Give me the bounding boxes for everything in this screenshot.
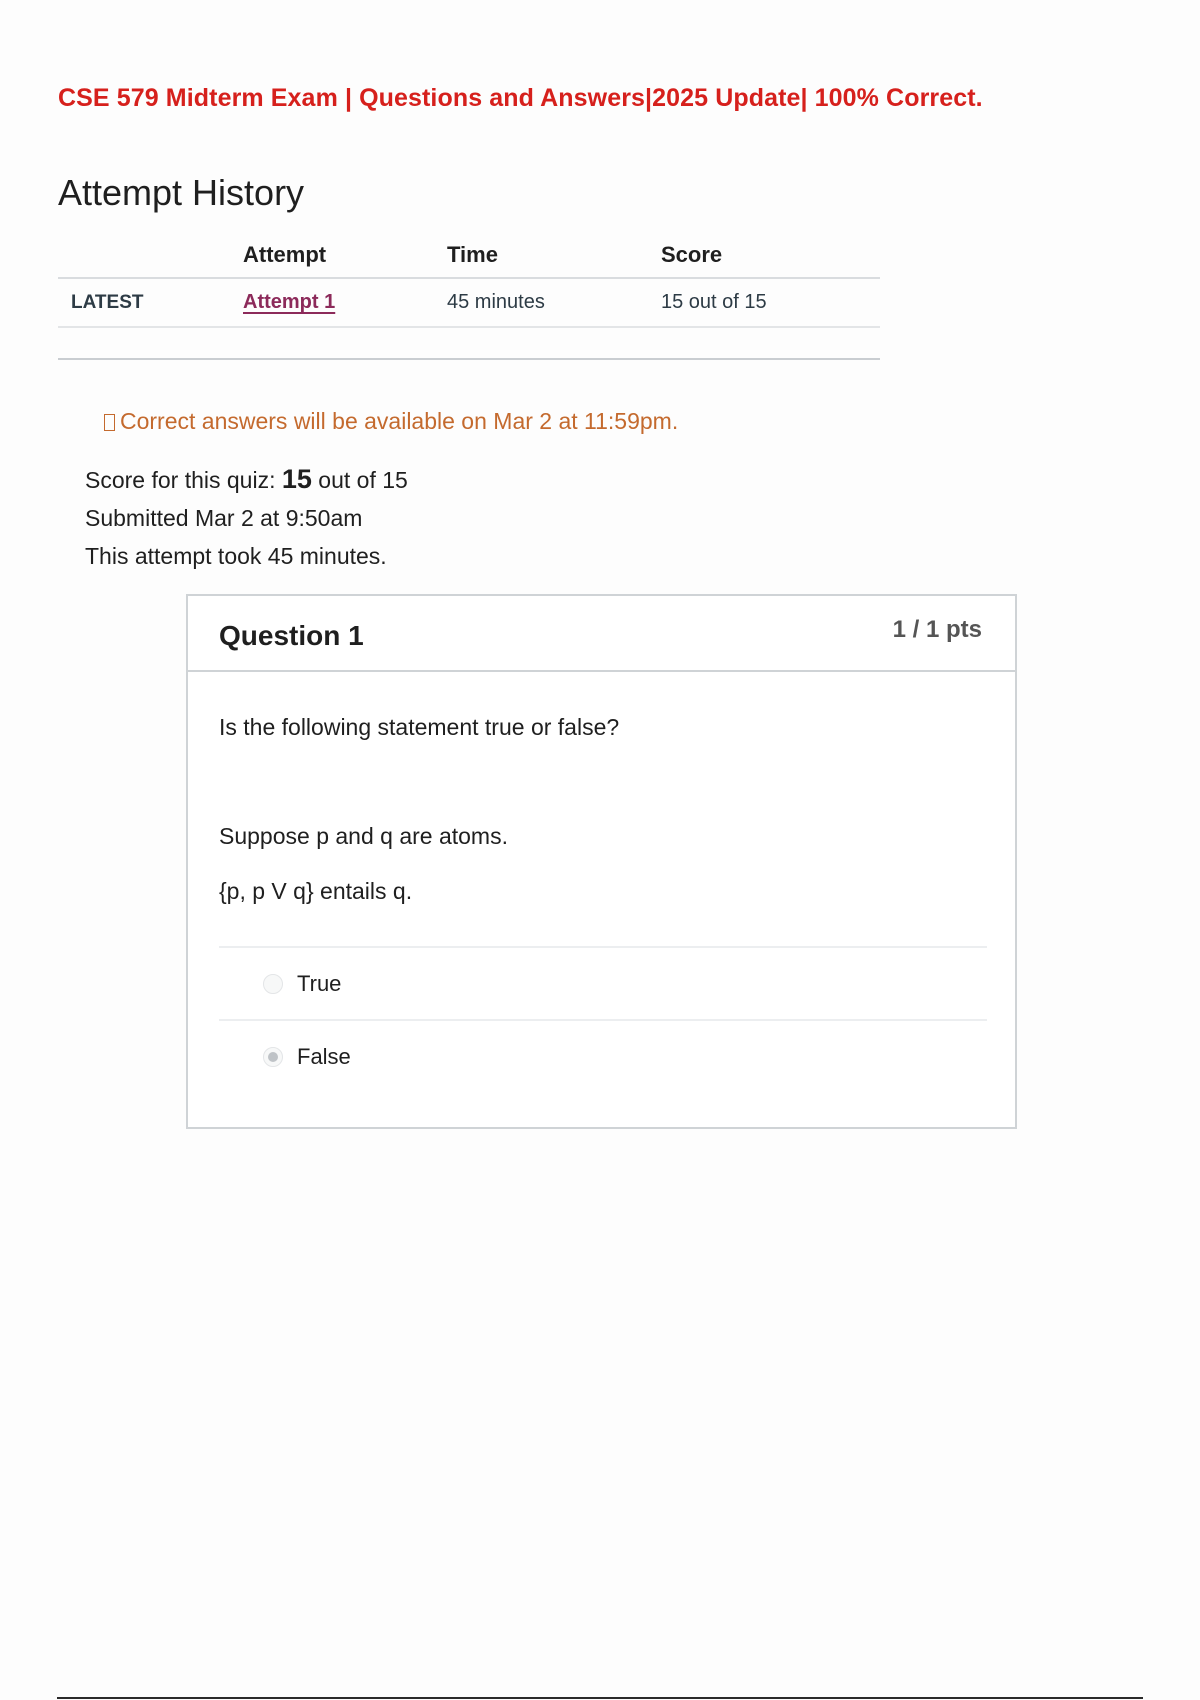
attempt-history-table bbox=[58, 232, 880, 360]
question-card bbox=[186, 594, 1017, 1129]
spacer-cell bbox=[661, 327, 880, 359]
question-points: 1 / 1 pts bbox=[892, 616, 982, 643]
document-title: CSE 579 Midterm Exam | Questions and Answers|2025 Update| 100% Correct. bbox=[58, 84, 983, 112]
attempt-history-heading: Attempt History bbox=[58, 172, 305, 213]
question-text-line: {p, p V q} entails q. bbox=[219, 878, 413, 904]
score-cell: 15 out of 15 bbox=[661, 278, 880, 327]
answer-option-true[interactable] bbox=[219, 946, 987, 1019]
attempt-1-link[interactable]: Attempt 1 bbox=[243, 291, 336, 313]
score-suffix: out of 15 bbox=[311, 467, 408, 493]
question-text-line: Is the following statement true or false? bbox=[219, 714, 620, 740]
spacer-cell bbox=[58, 327, 243, 359]
spacer-cell bbox=[447, 327, 661, 359]
score-prefix: Score for this quiz: bbox=[85, 467, 282, 493]
latest-label: LATEST bbox=[58, 278, 243, 327]
notice-text: Correct answers will be available on Mar 2 at 11:59pm. bbox=[120, 408, 679, 434]
question-title: Question 1 bbox=[219, 620, 364, 651]
submitted-line: Submitted Mar 2 at 9:50am bbox=[85, 505, 363, 531]
radio-true[interactable] bbox=[263, 974, 283, 994]
time-cell: 45 minutes bbox=[447, 278, 661, 327]
correct-answers-notice bbox=[104, 408, 678, 435]
answer-label: False bbox=[297, 1044, 351, 1069]
info-icon bbox=[104, 414, 115, 431]
answer-list bbox=[219, 946, 987, 1092]
duration-line: This attempt took 45 minutes. bbox=[85, 543, 387, 569]
question-text-line: Suppose p and q are atoms. bbox=[219, 823, 508, 849]
column-header-attempt: Attempt bbox=[243, 232, 447, 278]
column-header-label bbox=[58, 232, 243, 278]
score-value: 15 bbox=[281, 464, 312, 494]
score-line bbox=[85, 460, 408, 499]
table-spacer-row bbox=[58, 327, 880, 359]
table-header-row bbox=[58, 232, 880, 278]
attempt-cell bbox=[243, 278, 447, 327]
column-header-score: Score bbox=[661, 232, 880, 278]
table-row bbox=[58, 278, 880, 327]
footer-divider bbox=[57, 1697, 1143, 1699]
answer-label: True bbox=[297, 971, 342, 996]
spacer-cell bbox=[243, 327, 447, 359]
question-header bbox=[188, 596, 1015, 672]
radio-false[interactable] bbox=[263, 1047, 283, 1067]
answer-option-false[interactable] bbox=[219, 1019, 987, 1092]
column-header-time: Time bbox=[447, 232, 661, 278]
quiz-summary bbox=[85, 460, 408, 575]
